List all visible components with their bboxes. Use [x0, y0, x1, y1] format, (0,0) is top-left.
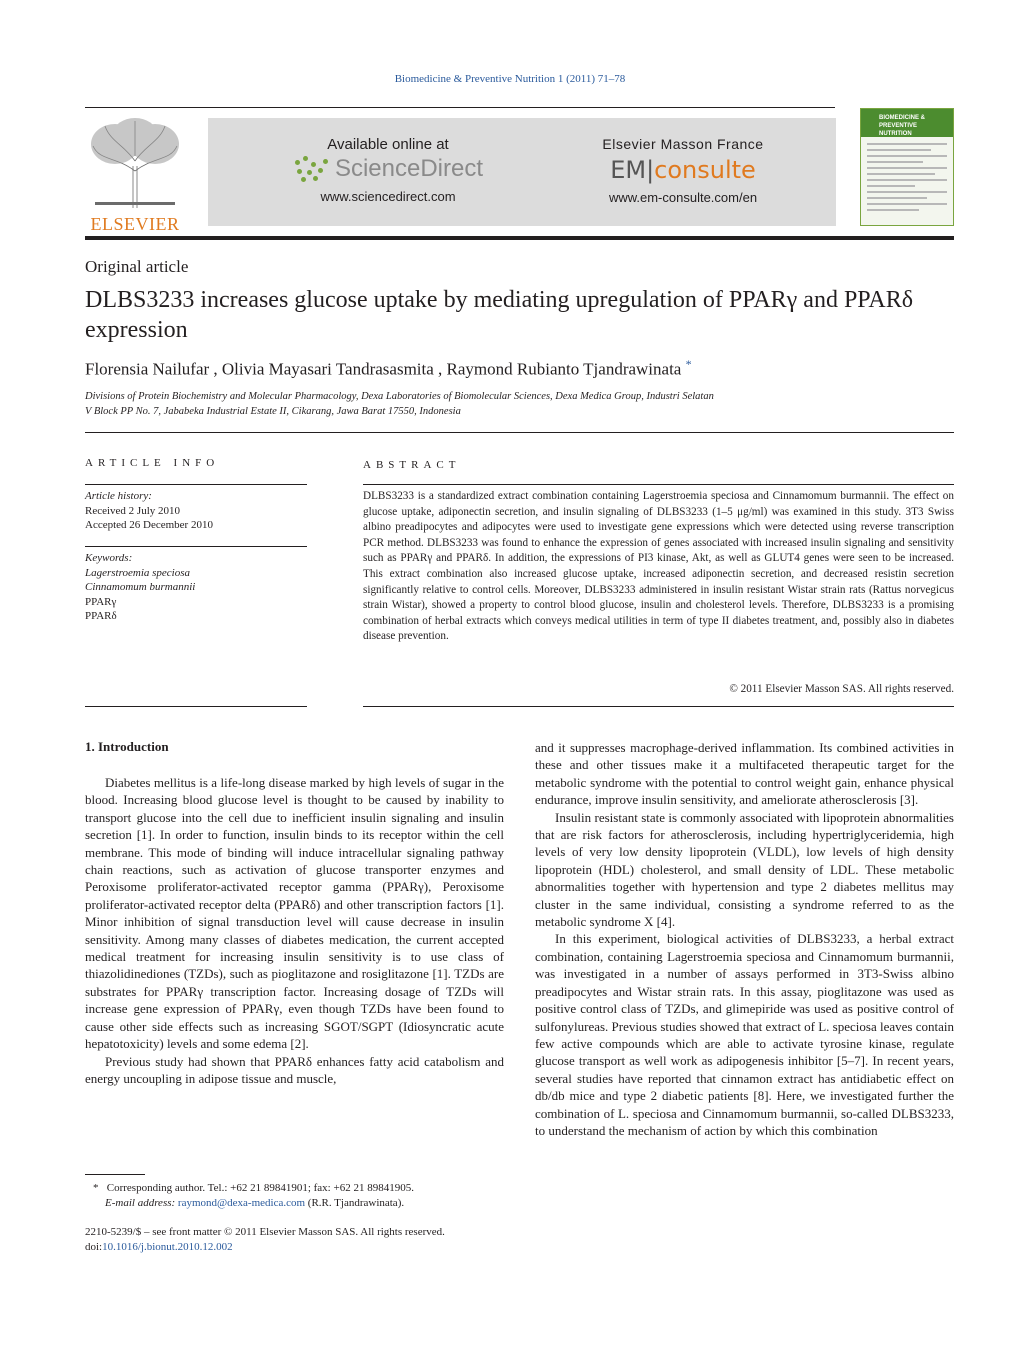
online-availability-banner: [208, 118, 836, 226]
keywords: Keywords: Lagerstroemia speciosa Cinnamomum burmannii PPARγ PPARδ: [85, 551, 307, 624]
left-column: [85, 774, 504, 1087]
abstract-copyright: © 2011 Elsevier Masson SAS. All rights reserved.: [729, 683, 954, 695]
right-column: [535, 739, 954, 1139]
header-rule: [85, 107, 835, 108]
paragraph: Diabetes mellitus is a life-long disease marked by high levels of sugar in the blood. Increasing blood glucose level is thought to be caused by inability to transport glucose into the cell due to inefficient insulin signaling and insulin secretion [1]. In order to function, insulin binds to its receptor within the cell membrane. This mode of binding will induce intracellular signaling pathway chain reactions, such as activation of glucose transporter enzymes and Peroxisome proliferator-activated receptor gamma (PPARγ), Peroxisome proliferator-activated receptor delta (PPARδ) and other transcription factors [1]. Minor inhibition of signal transduction level will cause decrease in insulin sensitivity. Among many classes of diabetes medication, the current accepted medical treatment for increasing insulin sensitivity is to use class of thiazolidinediones (TZDs), such as pioglitazone and rosiglitazone [1]. TZDs are substrates for PPARγ transcription factor. Increasing dosage of TZDs will increase gene expression of PPARγ, even though TZDs have been found to cause other side effects such as increasing SGOT/SGPT (Idiosyncratic acute hepatotoxicity) levels and some edema [2].: [85, 775, 504, 1052]
keywords-rule: [85, 546, 307, 547]
sciencedirect-dots-icon: [293, 156, 329, 182]
article-type: Original article: [85, 257, 189, 276]
corresponding-author-footnote: * Corresponding author. Tel.: +62 21 89841901; fax: +62 21 89841905. E-mail address: raymond@dexa-medica.com (R.R. Tjandrawinata).: [93, 1182, 414, 1209]
keyword: PPARδ: [85, 610, 117, 622]
paragraph: Insulin resistant state is commonly associated with lipoprotein abnormalities that are risk factors for atherosclerosis, including hypertriglyceridemia, high levels of very low density lipoprotein (VLDL), low levels of high density lipoprotein (HDL) cholesterol, and small density of LDL. These metabolic abnormalities together with hypertension and type 2 diabetes mellitus may cluster in the same individual, consisting a syndrome referred to as the metabolic syndrome X [4].: [535, 809, 954, 930]
corresponding-author-mark[interactable]: *: [685, 357, 692, 371]
footnote-rule: [85, 1174, 145, 1175]
email-link[interactable]: raymond@dexa-medica.com: [177, 1196, 306, 1209]
em-consulte-url[interactable]: www.em-consulte.com/en: [608, 190, 758, 205]
paragraph: and it suppresses macrophage-derived inflammation. Its combined activities in these and other tissues make it a multifaceted therapeutic target for the metabolic syndrome with the potential to control weight gain, enhance physical endurance, improve insulin sensitivity, and ameliorate atherosclerosis [3].: [535, 740, 954, 808]
em-consulte-logo: EM|consulte: [610, 156, 756, 184]
paragraph: In this experiment, biological activities of DLBS3233, a herbal extract combination, containing Lagerstroemia speciosa and Cinnamomum burmannii, was investigated in a number of assays performed in 3T3-Swiss albino preadipocytes and Wistar strain rats. In this assay, pioglitazone was used as positive control class of TZDs, and glimepiride was used as positive control of sulfonylureas. Previous studies showed that extract of L. speciosa leaves contain few active compounds which are able to activate tyrosine kinase, regulate glucose transport as well work as adipogenesis inhibitor [5–7]. In recent years, several studies have reported that cinnamon extract has antidiabetic effect on db/db mice and type 2 diabetic patients [8]. Here, we investigated further the combination of L. speciosa and Cinnamomum burmannii, so-called DLBS3233, to understand the mechanism of action by which this combination: [535, 931, 954, 1138]
article-title: DLBS3233 increases glucose uptake by mediating upregulation of PPARγ and PPARδ expression: [85, 287, 914, 343]
issn-doi: 2210-5239/$ – see front matter © 2011 Elsevier Masson SAS. All rights reserved. doi:10.1016/j.bionut.2010.12.002: [85, 1226, 445, 1253]
abstract-bottom-rule: [363, 706, 954, 707]
article-info-rule: [85, 484, 307, 485]
article-history: Article history: Received 2 July 2010 Accepted 26 December 2010: [85, 490, 213, 531]
available-online-text: Available online at: [327, 136, 449, 153]
section-heading-introduction: 1. Introduction: [85, 739, 169, 754]
doi-link[interactable]: 10.1016/j.bionut.2010.12.002: [102, 1240, 233, 1253]
journal-cover-thumbnail[interactable]: [860, 108, 954, 226]
article-info-heading: ARTICLE INFO: [85, 457, 220, 469]
abstract-text: DLBS3233 is a standardized extract combination containing Lagerstroemia speciosa and Cinnamomum burmannii. The effect on glucose uptake, adiponectin secretion, and insulin signaling of DLBS3233 (1–5 μg/ml) was examined in this study. 3T3 Swiss albino preadipocytes and adipocytes were used to investigate gene expressions which were detected using reverse transcription PCR method. DLBS3233 was found to enhance the expression of genes associated with increased insulin signaling and sensitivity such as PPARγ and PPARδ. In addition, the expressions of PI3 kinase, Akt, as well as GLUT4 genes were seen to be increased. This extract combination also increased glucose uptake, increased adiponectin secretion, and decreased resistin secretion significantly relative to control cells. Moreover, DLBS3233 administered in insulin resistant Wistar strain rats (Rattus norvegicus strain Wistar), showed a property to control blood glucose, insulin and cholesterol levels. Therefore, DLBS3233 is a promising combination of herbal extracts which conveys medical utilities in term of type II diabetes treatment, and, possibly also in diabetes disease prevention.: [363, 490, 954, 643]
abstract-rule: [363, 484, 954, 485]
keyword: Lagerstroemia speciosa: [85, 566, 191, 579]
elsevier-logo: [85, 116, 185, 234]
author-list: Florensia Nailufar , Olivia Mayasari Tandrasasmita , Raymond Rubianto Tjandrawinata *: [85, 357, 692, 379]
cover-title: BIOMEDICINE & PREVENTIVE NUTRITION: [861, 109, 953, 137]
journal-reference[interactable]: Biomedicine & Preventive Nutrition 1 (2011) 71–78: [394, 73, 626, 85]
sciencedirect-logo: ScienceDirect: [334, 155, 484, 182]
publisher-name: Elsevier Masson France: [602, 136, 764, 152]
affiliation-rule: [85, 432, 954, 433]
keyword: PPARγ: [85, 595, 117, 608]
paragraph: Previous study had shown that PPARδ enhances fatty acid catabolism and energy uncoupling in adipose tissue and muscle,: [85, 1053, 504, 1086]
abstract-heading: ABSTRACT: [363, 459, 461, 471]
info-bottom-rule: [85, 706, 307, 707]
affiliation: Divisions of Protein Biochemistry and Molecular Pharmacology, Dexa Laboratories of Biomolecular Sciences, Dexa Medica Group, Industri Selatan V Block PP No. 7, Jababeka Industrial Estate II, Cikarang, Jawa Barat 17550, Indonesia: [85, 391, 714, 417]
elsevier-tree-icon: [85, 116, 185, 212]
header-thick-rule: [85, 236, 954, 240]
keyword: Cinnamomum burmannii: [85, 581, 196, 593]
elsevier-wordmark: ELSEVIER: [90, 214, 180, 234]
sciencedirect-url[interactable]: www.sciencedirect.com: [320, 189, 456, 204]
